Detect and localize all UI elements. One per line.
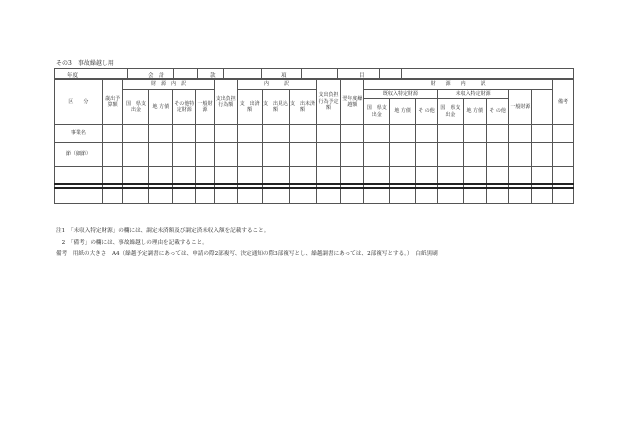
table-row [55,143,574,167]
mishunyu-header: 未収入特定財源 [437,90,509,99]
table-row [55,167,574,184]
ippan-header: 一般財源 [196,90,215,125]
yokunendo-header: 翌年度繰越額 [341,80,364,125]
note-3: 備考 用紙の大きさ A4（繰越予定調書にあっては、申請の際2部複写、決定通知の際3部複写とし、繰越調書にあっては、2部複写とする。） 白紙黒刷 [56,251,438,257]
zaigen-header: 財 源 内 訳 [123,80,214,90]
shishutsu-mikomi-header: 支 出見込額 [262,90,289,125]
bikou-header: 備考 [553,80,574,125]
table-row [55,188,574,204]
saishutsu-header: 歳出予算額 [102,80,123,125]
sonota2-header: そ の他 [416,99,438,125]
shishutsu-mi-header: 支 出未済額 [289,90,316,125]
table-row [55,125,574,143]
meta-row [54,68,574,79]
kokken2-header: 国 県支出金 [364,99,390,125]
kishunyu-header: 既収入特定財源 [364,90,438,99]
kou-label: 項 [281,72,287,79]
ledger-table [54,79,574,204]
note-1: 注1 「未収入特定財源」の欄には、調定未済額及び調定済未収入額を記載すること。 [56,228,270,234]
setsu-label: 節（細節） [55,143,103,167]
chihousai2-header: 地 方債 [390,99,416,125]
chihousai-header: 地 方債 [149,90,173,125]
jigyoumei-label: 事業名 [55,125,103,143]
futan-header: 支出負担行為額 [214,80,237,125]
futan-yotei-header: 支出負担行為予定額 [316,80,341,125]
kan-label: 款 [210,72,216,79]
shishutsu-zumi-header: 支 出済 額 [237,90,262,125]
notes [56,226,438,261]
page-title: その3 事故繰越し用 [56,60,114,67]
kubun-header: 区 分 [55,80,103,125]
note-2: 2 「備考」の欄には、事故繰越しの理由を記載すること。 [56,239,208,246]
kokken3-header: 国 県支出金 [437,99,463,125]
sonota-tokutei-header: その他特定財源 [173,90,196,125]
year-label: 年度 [67,72,79,79]
ippan2-header: 一般財源 [509,90,532,125]
moku-label: 目 [359,72,365,79]
uchiwake-header: 内 訳 [237,80,316,90]
zaigen2-header: 財 源 内 訳 [364,80,553,90]
sonota3-header: そ の他 [486,99,509,125]
kai-label: 会 計 [148,72,165,79]
chihousai3-header: 地 方債 [463,99,486,125]
kokken-header: 国 県支出金 [123,90,149,125]
